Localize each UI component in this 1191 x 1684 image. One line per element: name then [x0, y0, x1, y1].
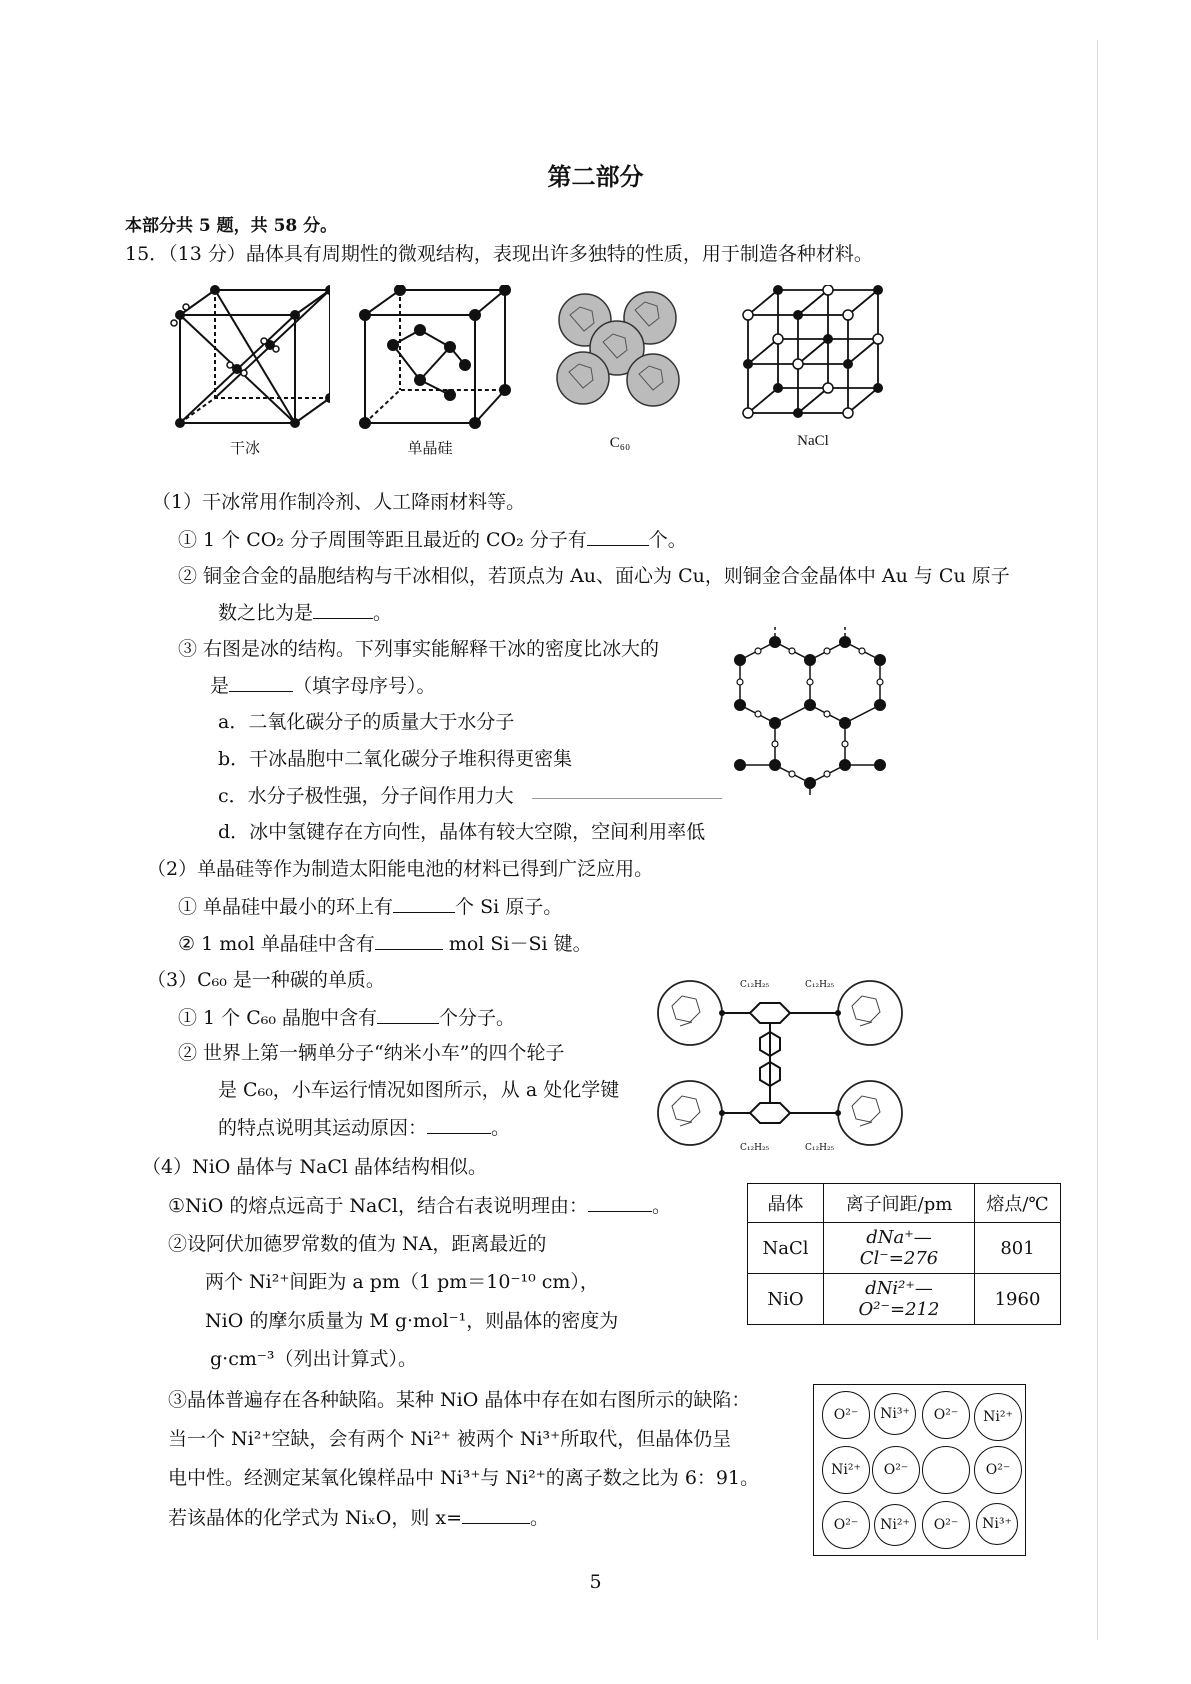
- ion-distance-table: [747, 1183, 1061, 1325]
- option-c: c．水分子极性强，分子间作用力大: [218, 785, 514, 807]
- p4-s2c: NiO 的摩尔质量为 M g·mol⁻¹，则晶体的密度为: [205, 1310, 619, 1332]
- table-header-row: [748, 1184, 1061, 1223]
- c60-cell-figure: [555, 290, 685, 410]
- blank-4-1[interactable]: [588, 1193, 652, 1212]
- p3-s2a: ② 世界上第一辆单分子“纳米小车”的四个轮子: [178, 1042, 565, 1064]
- p4-s1: ①NiO 的熔点远高于 NaCl，结合右表说明理由： 。: [168, 1195, 671, 1217]
- p2-s2: ② 1 mol 单晶硅中含有 mol Si－Si 键。: [178, 933, 592, 955]
- ion-circle: O²⁻: [822, 1391, 870, 1439]
- scan-line: [532, 798, 722, 799]
- table-cell: 1960: [975, 1274, 1061, 1325]
- table-cell: 801: [975, 1223, 1061, 1274]
- caption-c60: C₆₀: [609, 435, 631, 451]
- car-label-1: C₁₂H₂₅: [740, 980, 770, 990]
- p4-s3b: 当一个 Ni²⁺空缺，会有两个 Ni²⁺ 被两个 Ni³⁺所取代，但晶体仍呈: [168, 1428, 732, 1450]
- p3-head: （3）C₆₀ 是一种碳的单质。: [147, 969, 385, 991]
- p1-head: （1）干冰常用作制冷剂、人工降雨材料等。: [152, 491, 526, 513]
- ion-circle: O²⁻: [872, 1446, 920, 1494]
- p2-head: （2）单晶硅等作为制造太阳能电池的材料已得到广泛应用。: [147, 858, 654, 880]
- car-label-4: C₁₂H₂₅: [805, 1143, 835, 1153]
- table-header: 晶体: [748, 1184, 824, 1223]
- p4-s2a: ②设阿伏加德罗常数的值为 NA，距离最近的: [168, 1233, 547, 1255]
- blank-3-2[interactable]: [427, 1115, 491, 1134]
- section-intro: 本部分共 5 题，共 58 分。: [125, 216, 338, 236]
- ice-structure-figure: [730, 620, 895, 800]
- car-label-3: C₁₂H₂₅: [740, 1143, 770, 1153]
- table-cell: NaCl: [748, 1223, 824, 1274]
- ion-circle: O²⁻: [822, 1501, 870, 1549]
- ion-circle: Ni³⁺: [874, 1393, 916, 1435]
- ion-circle: Ni³⁺: [976, 1503, 1018, 1545]
- caption-dry-ice: 干冰: [229, 439, 260, 457]
- p1-s1: ① 1 个 CO₂ 分子周围等距且最近的 CO₂ 分子有 个。: [178, 529, 687, 551]
- table-cell: dNa⁺—Cl⁻=276: [824, 1223, 975, 1274]
- p4-s2d: g·cm⁻³（列出计算式）。: [210, 1348, 418, 1370]
- p3-s2c: 的特点说明其运动原因： 。: [218, 1117, 511, 1139]
- p4-s3a: ③晶体普遍存在各种缺陷。某种 NiO 晶体中存在如右图所示的缺陷：: [168, 1389, 751, 1411]
- ion-circle: Ni²⁺: [974, 1393, 1022, 1441]
- p4-s3d: 若该晶体的化学式为 NiₓO，则 x= 。: [168, 1507, 550, 1529]
- blank-2-2[interactable]: [375, 931, 443, 950]
- caption-silicon: 单晶硅: [407, 439, 453, 457]
- page-number: 5: [589, 1571, 602, 1593]
- p2-s1: ① 单晶硅中最小的环上有 个 Si 原子。: [178, 896, 563, 918]
- p1-s3a: ③ 右图是冰的结构。下列事实能解释干冰的密度比冰大的: [178, 638, 660, 660]
- table-cell: dNi²⁺—O²⁻=212: [824, 1274, 975, 1325]
- p3-s2b: 是 C₆₀，小车运行情况如图所示，从 a 处化学键: [218, 1079, 620, 1101]
- silicon-cell-figure: [355, 285, 515, 430]
- blank-1-1[interactable]: [587, 527, 649, 546]
- table-row: [748, 1223, 1061, 1274]
- ion-circle: O²⁻: [922, 1391, 970, 1439]
- vacancy-circle: [922, 1446, 970, 1494]
- p3-s1: ① 1 个 C₆₀ 晶胞中含有 个分子。: [178, 1007, 516, 1029]
- ion-circle: O²⁻: [922, 1501, 970, 1549]
- p4-s2b: 两个 Ni²⁺间距为 a pm（1 pm＝10⁻¹⁰ cm），: [205, 1271, 599, 1293]
- caption-nacl: NaCl: [797, 433, 829, 449]
- page-edge: [1097, 40, 1098, 1640]
- blank-2-1[interactable]: [393, 894, 455, 913]
- option-b: b．干冰晶胞中二氧化碳分子堆积得更密集: [218, 748, 573, 770]
- table-header: 熔点/℃: [975, 1184, 1061, 1223]
- p4-head: （4）NiO 晶体与 NaCl 晶体结构相似。: [142, 1156, 488, 1178]
- ion-circle: O²⁻: [974, 1446, 1022, 1494]
- car-label-2: C₁₂H₂₅: [805, 980, 835, 990]
- p1-s3b: 是 （填字母序号）。: [210, 675, 436, 697]
- option-d: d．冰中氢键存在方向性，晶体有较大空隙，空间利用率低: [218, 821, 706, 843]
- p4-s3c: 电中性。经测定某氧化镍样品中 Ni³⁺与 Ni²⁺的离子数之比为 6：91。: [168, 1467, 760, 1489]
- nanocar-figure: [650, 978, 910, 1148]
- p1-s2b: 数之比为是 。: [218, 602, 393, 624]
- option-a: a．二氧化碳分子的质量大于水分子: [218, 711, 515, 733]
- table-cell: NiO: [748, 1274, 824, 1325]
- q15-stem: 15．（13 分）晶体具有周期性的微观结构，表现出许多独特的性质，用于制造各种材料。: [125, 243, 873, 265]
- blank-1-3[interactable]: [229, 673, 293, 692]
- nio-defect-diagram: [813, 1384, 1026, 1556]
- ion-circle: Ni²⁺: [822, 1446, 870, 1494]
- section-title: 第二部分: [547, 162, 644, 191]
- table-row: [748, 1274, 1061, 1325]
- blank-3-1[interactable]: [377, 1005, 439, 1024]
- blank-4-3[interactable]: [462, 1505, 530, 1524]
- blank-1-2[interactable]: [313, 600, 373, 619]
- ion-circle: Ni²⁺: [874, 1504, 916, 1546]
- nacl-cell-figure: [740, 285, 885, 420]
- p1-s2a: ② 铜金合金的晶胞结构与干冰相似，若顶点为 Au、面心为 Cu，则铜金合金晶体中 Au 与 Cu 原子: [178, 565, 1010, 587]
- dry-ice-cell-figure: [170, 285, 330, 430]
- table-header: 离子间距/pm: [824, 1184, 975, 1223]
